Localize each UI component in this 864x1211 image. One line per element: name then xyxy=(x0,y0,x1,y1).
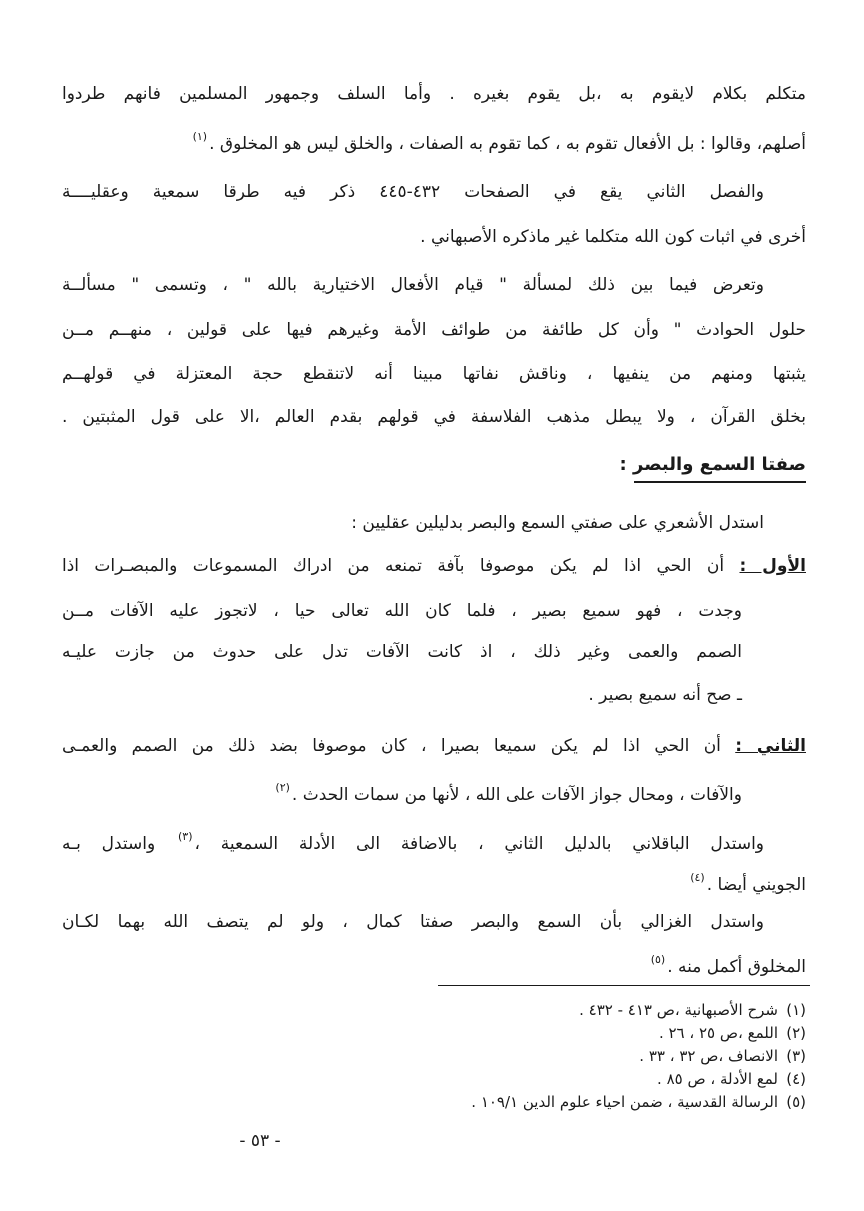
page-number: - ٥٣ - xyxy=(239,1131,281,1151)
text-span: الجويني أيضا . xyxy=(706,875,806,895)
footnote xyxy=(346,1069,806,1089)
footnote-number: (٣) xyxy=(786,1047,806,1065)
body-line xyxy=(62,599,742,623)
text-span: أصلهم، وقالوا : بل الأفعال تقوم به ، كما تقوم به الصفات ، والخلق ليس هو المخلوق . xyxy=(209,134,806,154)
body-line xyxy=(62,866,806,897)
footnote-number: (٥) xyxy=(786,1093,806,1111)
body-line xyxy=(62,225,806,249)
body-line xyxy=(62,825,764,856)
text-span: المخلوق أكمل منه . xyxy=(667,957,806,977)
footnote-ref: (٥) xyxy=(650,953,666,966)
text-span: متكلم بكلام لايقوم به ،بل يقوم بغيره . وأما السلف وجمهور المسلمين فانهم طردوا xyxy=(62,84,806,104)
footnote-ref: (٢) xyxy=(275,781,290,794)
footnote xyxy=(346,1000,806,1020)
text-span: الصمم والعمى وغير ذلك ، اذ كانت الآفات تدل على حدوث من جازت عليـه xyxy=(62,642,742,662)
text-span: واستدل الباقلاني بالدليل الثاني ، بالاضافة الى الأدلة السمعية ، xyxy=(194,834,765,854)
body-line xyxy=(62,511,764,535)
footnote xyxy=(346,1046,806,1066)
footnote-number: (٤) xyxy=(786,1070,806,1088)
text-span: واستدل الغزالي بأن السمع والبصر صفتا كمال ، ولو لم يتصف الله بهما لكـان xyxy=(62,912,764,932)
footnote xyxy=(346,1023,806,1043)
body-line xyxy=(62,273,764,297)
text-span: وتعرض فيما بين ذلك لمسألة " قيام الأفعال الاختيارية بالله " ، وتسمى " مسألــة xyxy=(62,275,764,295)
point-label: الثاني : xyxy=(735,736,806,756)
body-line xyxy=(62,683,742,707)
text-span: والفصل الثاني يقع في الصفحات ٤٣٢-٤٤٥ ذكر فيه طرقا سمعية وعقليــــة xyxy=(62,182,764,202)
text-span: حلول الحوادث " وأن كل طائفة من طوائف الأمة وغيرهم فيها على قولين ، منهــم مــن xyxy=(62,320,806,340)
footnote-number: (٢) xyxy=(786,1024,806,1042)
footnote-text: شرح الأصبهانية ،ص ٤١٣ - ٤٣٢ . xyxy=(579,1001,778,1019)
text-span: أن الحي اذا لم يكن موصوفا بآفة تمنعه من ادراك المسموعات والمبصـرات اذا xyxy=(62,556,725,576)
footnote-ref: (٤) xyxy=(690,871,705,884)
footnote xyxy=(346,1092,806,1112)
text-span: وجدت ، فهو سميع بصير ، فلما كان الله تعالى حيا ، لاتجوز عليه الآفات مــن xyxy=(62,601,742,621)
text-span: أن الحي اذا لم يكن سميعا بصيرا ، كان موصوفا بضد ذلك من الصمم والعمـى xyxy=(62,736,721,756)
footnote-number: (١) xyxy=(786,1001,806,1019)
footnote-ref: (٣) xyxy=(178,830,193,843)
body-line xyxy=(62,82,806,106)
body-line xyxy=(62,318,806,342)
footnote-divider xyxy=(438,985,810,986)
body-line xyxy=(62,405,806,429)
body-line xyxy=(62,640,742,664)
footnote-text: اللمع ،ص ٢٥ ، ٢٦ . xyxy=(658,1024,778,1042)
text-span: واستدل بـه xyxy=(62,834,156,854)
body-line xyxy=(62,776,742,807)
body-line xyxy=(62,734,806,758)
footnote-text: الرسالة القدسية ، ضمن احياء علوم الدين ١٠٩/١ . xyxy=(471,1093,778,1111)
body-line xyxy=(62,948,806,979)
footnote-ref: (١) xyxy=(192,130,208,143)
section-heading: صفتا السمع والبصر : xyxy=(634,454,806,483)
text-span: ـ صح أنه سميع بصير . xyxy=(588,685,742,705)
text-span: يثبتها ومنهم من ينفيها ، وناقش نفاتها مبينا أنه لاتنقطع حجة المعتزلة في قولهــم xyxy=(62,364,806,384)
body-line xyxy=(62,910,764,934)
body-line xyxy=(62,125,806,156)
body-line xyxy=(62,554,806,578)
text-span: أخرى في اثبات كون الله متكلما غير ماذكره الأصبهاني . xyxy=(420,227,806,247)
footnote-text: الانصاف ،ص ٣٢ ، ٣٣ . xyxy=(639,1047,778,1065)
body-line xyxy=(62,362,806,386)
body-line xyxy=(62,180,764,204)
text-span: والآفات ، ومحال جواز الآفات على الله ، لأنها من سمات الحدث . xyxy=(291,785,742,805)
text-span: بخلق القرآن ، ولا يبطل مذهب الفلاسفة في قولهم بقدم العالم ،الا على قول المثبتين . xyxy=(62,407,806,427)
text-span: استدل الأشعري على صفتي السمع والبصر بدليلين عقليين : xyxy=(351,513,764,533)
point-label: الأول : xyxy=(739,556,806,576)
footnote-text: لمع الأدلة ، ص ٨٥ . xyxy=(657,1070,778,1088)
